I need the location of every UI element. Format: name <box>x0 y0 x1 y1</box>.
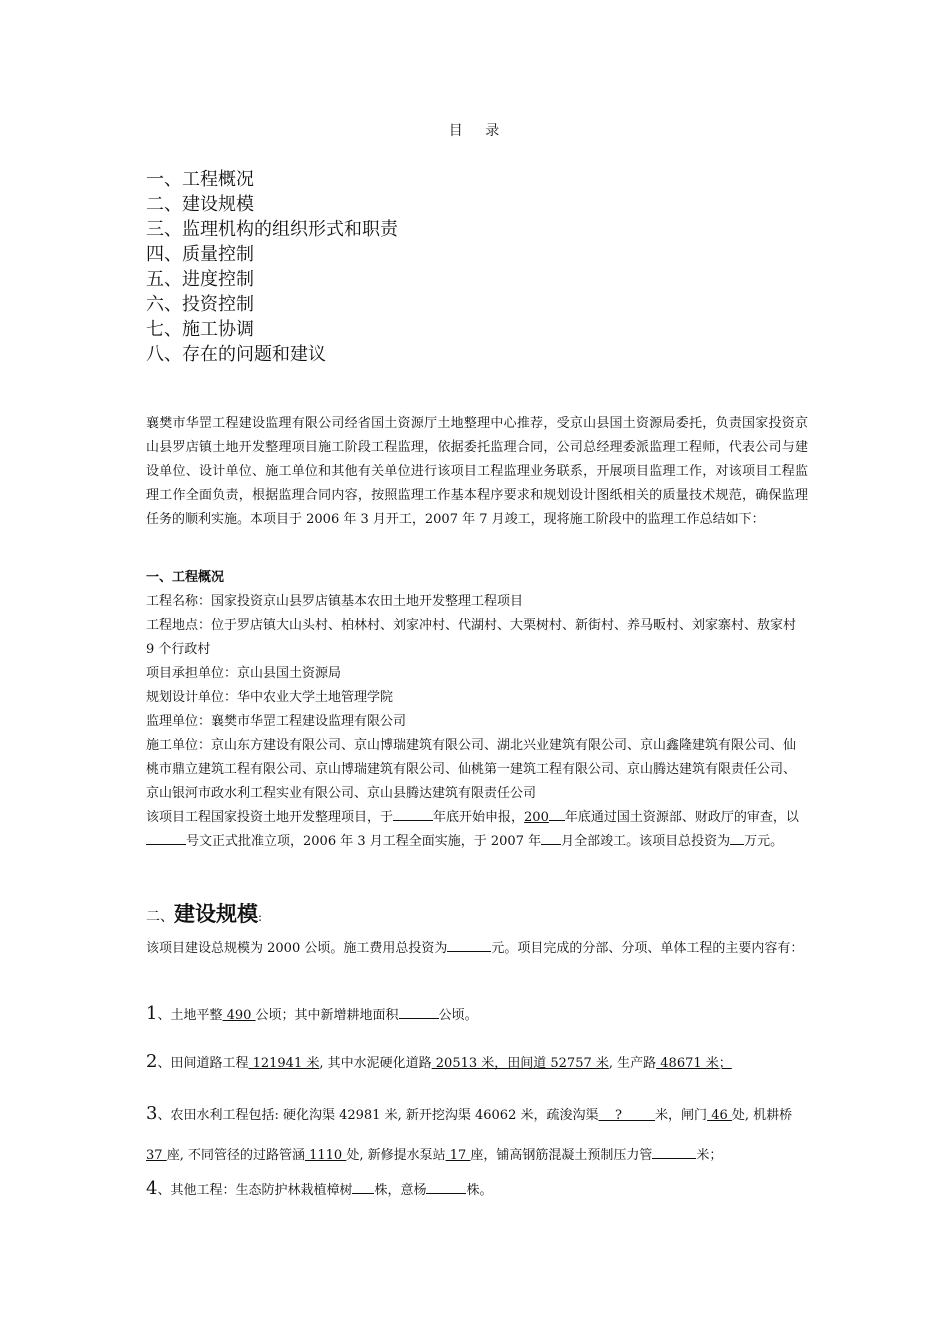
toc-title: 目 录 <box>448 123 502 139</box>
project-location: 工程地点：位于罗店镇大山头村、柏林村、刘家冲村、代湖村、大栗树村、新街村、养马畈村、刘家寨村、敖家村 9 个行政村 <box>146 618 797 657</box>
toc-item: 六、投资控制 <box>146 294 254 315</box>
project-contractors: 施工单位：京山东方建设有限公司、京山博瑞建筑有限公司、湖北兴业建筑有限公司、京山鑫隆建筑有限公司、仙桃市鼎立建筑工程有限公司、京山博瑞建筑有限公司、仙桃第一建筑工程有限公司、京山腾达建筑有限责任公司、京山银河市政水利工程实业有限公司、京山县腾达建筑有限责任公司 <box>146 738 797 801</box>
project-owner: 项目承担单位：京山县国土资源局 <box>146 666 342 681</box>
toc-item: 四、质量控制 <box>146 244 254 265</box>
value-field: 121941 米 <box>248 1056 320 1071</box>
value-field: 17 <box>445 1148 471 1163</box>
value-field: 1110 <box>304 1148 347 1163</box>
intro-paragraph: 襄樊市华罡工程建设监理有限公司经省国土资源厅土地整理中心推荐，受京山县国土资源局委托，负责国家投资京山县罗店镇土地开发整理项目施工阶段工程监理，依据委托监理合同，公司总经理委派监理工程师，代表公司与建设单位、设计单位、施工单位和其他有关单位进行该项目工程监理业务联系，开展项目监理工作，对该项目工程监理工作全面负责，根据监理合同内容，按照监理工作基本程序要求和规划设计图纸相关的质量技术规范，确保监理任务的顺利实施。本项目于 2006 年 3 月开工，2007 年 7 月竣工，现将施工阶段中的监理工作总结如下： <box>146 416 808 527</box>
scale-item-irrigation: 3、农田水利工程包括: 硬化沟渠 42981 米, 新开挖沟渠 46062 米，疏浚沟渠 ? 米，闸门 46 处, 机耕桥 37 座, 不同管径的过路管涵 1110 处, 新修提水泵站 17 座，铺高钢筋混凝土预制压力管 米； <box>146 1103 793 1163</box>
value-field: 490 <box>222 1008 256 1023</box>
toc-item: 一、工程概况 <box>146 169 254 190</box>
project-designer: 规划设计单位：华中农业大学土地管理学院 <box>146 690 394 705</box>
table-of-contents <box>146 167 398 367</box>
blank-field <box>447 937 491 952</box>
year-field: 200 <box>524 810 549 825</box>
blank-field <box>399 1004 439 1019</box>
toc-item: 八、存在的问题和建议 <box>146 344 326 365</box>
section-heading-scale: 二、建设规模: <box>146 901 263 926</box>
toc-item: 七、施工协调 <box>146 319 254 340</box>
section-project-overview <box>146 566 808 854</box>
blank-field <box>352 1179 374 1194</box>
blank-field <box>426 1179 466 1194</box>
toc-item: 五、进度控制 <box>146 269 254 290</box>
scale-item-roads: 2、田间道路工程 121941 米, 其中水泥硬化道路 20513 米，田间道 52757 米, 生产路 48671 米； <box>146 1051 732 1072</box>
toc-item: 二、建设规模 <box>146 194 254 215</box>
project-name: 工程名称：国家投资京山县罗店镇基本农田土地开发整理工程项目 <box>146 594 524 609</box>
blank-field <box>549 806 565 821</box>
project-supervisor: 监理单位：襄樊市华罡工程建设监理有限公司 <box>146 714 407 729</box>
scale-item-other: 4、其他工程：生态防护林栽植樟树 株，意杨 株。 <box>146 1178 493 1199</box>
blank-field <box>730 830 744 845</box>
value-field: 20513 米，田间道 52757 米 <box>431 1056 609 1071</box>
value-field: 46 <box>707 1108 732 1123</box>
value-field: 48671 米； <box>656 1056 732 1071</box>
blank-field <box>652 1144 696 1159</box>
blank-field <box>541 830 561 845</box>
value-field: 37 <box>146 1148 167 1163</box>
section-heading: 一、工程概况 <box>146 570 225 585</box>
blank-field <box>393 806 433 821</box>
value-field: ? <box>598 1108 656 1123</box>
scale-item-land-leveling: 1、土地平整 490 公顷；其中新增耕地面积 公顷。 <box>146 1003 478 1024</box>
project-approval: 该项目工程国家投资土地开发整理项目，于 年底开始申报，200 年底通过国土资源部、财政厅的审查，以号文正式批准立项，2006 年 3 月工程全面实施，于 2007 年 月全部竣工。该项目总投资为 万元。 <box>146 806 808 854</box>
blank-field <box>146 830 186 845</box>
toc-item: 三、监理机构的组织形式和职责 <box>146 219 398 240</box>
scale-summary: 该项目建设总规模为 2000 公顷。施工费用总投资为 元。项目完成的分部、分项、单体工程的主要内容有： <box>146 937 808 961</box>
